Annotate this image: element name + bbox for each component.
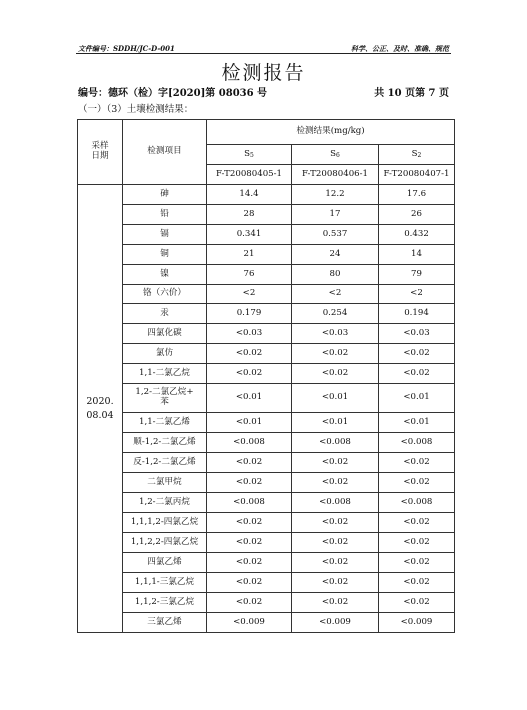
result-value: <0.008 [207,493,292,513]
table-row [78,205,455,225]
section-heading: （一）（3）土壤检测结果： [78,104,194,115]
result-value: <0.01 [207,384,292,413]
header-result-unit: 检测结果(mg/kg) [207,120,455,145]
table-row [78,573,455,593]
test-item: 反-1,2-二氯乙烯 [123,453,207,473]
result-value: <0.02 [207,533,292,553]
result-value: <0.01 [292,384,379,413]
table-row [78,265,455,285]
test-item: 氯仿 [123,344,207,364]
table-row [78,493,455,513]
result-value: <0.008 [379,433,455,453]
result-value: <0.009 [207,613,292,633]
result-value: <0.02 [207,473,292,493]
result-value: <0.02 [379,593,455,613]
page-title: 检测报告 [221,62,306,84]
result-value: <0.02 [292,453,379,473]
test-item: 三氯乙烯 [123,613,207,633]
result-value: <0.02 [379,453,455,473]
test-item: 1,2-二氯丙烷 [123,493,207,513]
result-value: <0.02 [207,593,292,613]
table-row [78,285,455,304]
result-value: 0.254 [292,304,379,324]
sample-code: F-T20080405-1 [207,165,292,185]
result-value: 0.194 [379,304,455,324]
result-value: 28 [207,205,292,225]
sample-subscript: 2 [417,151,422,159]
table-row [78,364,455,384]
result-value: 80 [292,265,379,285]
result-value: 0.432 [379,225,455,245]
result-value: <0.009 [379,613,455,633]
result-value: <0.02 [379,513,455,533]
results-table [77,119,455,633]
sample-letter: S [330,148,337,159]
table-row [78,593,455,613]
table-row [78,453,455,473]
table-row [78,413,455,433]
test-item: 铬（六价） [123,285,207,304]
test-item: 1,1,2-三氯乙烷 [123,593,207,613]
test-item: 1,1-二氯乙烯 [123,413,207,433]
file-code: 文件编号：SDDH/JC-D-001 [78,44,175,53]
result-value: <0.008 [207,433,292,453]
result-value: <0.02 [207,553,292,573]
test-item: 铅 [123,205,207,225]
test-item: 铜 [123,245,207,265]
result-value: <0.02 [207,344,292,364]
result-value: <0.008 [292,493,379,513]
result-value: <0.02 [379,344,455,364]
result-value: <0.02 [292,344,379,364]
report-number: 编号：德环（检）字[2020]第 08036 号 [78,88,268,99]
sample-id-cell [207,145,292,165]
result-value: <0.02 [292,364,379,384]
result-value: 26 [379,205,455,225]
result-value: <0.01 [379,384,455,413]
result-value: <0.02 [379,533,455,553]
test-item: 汞 [123,304,207,324]
sample-id-cell [379,145,455,165]
result-value: <0.01 [292,413,379,433]
result-value: <0.02 [379,573,455,593]
result-value: 79 [379,265,455,285]
test-item: 1,1,1,2-四氯乙烷 [123,513,207,533]
test-item: 四氯化碳 [123,324,207,344]
result-value: 17 [292,205,379,225]
header-motto: 科学、公正、及时、准确、规范 [351,44,449,53]
result-value: <0.02 [379,364,455,384]
result-value: <0.02 [379,473,455,493]
table-row [78,344,455,364]
result-value: <0.02 [207,364,292,384]
result-value: 0.179 [207,304,292,324]
result-value: 0.341 [207,225,292,245]
result-value: 76 [207,265,292,285]
result-value: <2 [292,285,379,304]
result-value: <0.03 [207,324,292,344]
result-value: <0.02 [292,553,379,573]
table-row [78,613,455,633]
sample-subscript: 6 [336,151,340,159]
table-row [78,225,455,245]
header-test-item: 检测项目 [123,120,207,185]
sample-letter: S [411,148,418,159]
result-value: <0.008 [379,493,455,513]
result-value: 0.537 [292,225,379,245]
test-item: 砷 [123,185,207,205]
page-count: 共 10 页第 7 页 [374,88,449,99]
header-sampling-date: 采样 日期 [78,120,123,185]
test-item: 顺-1,2-二氯乙烯 [123,433,207,453]
table-row [78,324,455,344]
sampling-date: 2020. 08.04 [78,185,123,633]
table-row [78,553,455,573]
result-value: <0.01 [379,413,455,433]
result-value: <0.02 [292,533,379,553]
result-value: <2 [379,285,455,304]
table-row [78,533,455,553]
sample-subscript: 5 [250,151,254,159]
test-item: 1,2-二氯乙烷+ 苯 [123,384,207,413]
test-item: 四氯乙烯 [123,553,207,573]
result-value: <0.02 [207,573,292,593]
result-value: <0.01 [207,413,292,433]
result-value: 14 [379,245,455,265]
result-value: <0.02 [207,513,292,533]
result-value: 14.4 [207,185,292,205]
test-item: 1,1,1-三氯乙烷 [123,573,207,593]
result-value: <0.02 [292,593,379,613]
table-row [78,433,455,453]
sample-code: F-T20080406-1 [292,165,379,185]
table-row [78,245,455,265]
result-value: <0.02 [292,513,379,533]
result-value: <0.02 [379,553,455,573]
result-value: <0.03 [379,324,455,344]
table-row [78,185,455,205]
result-value: <0.02 [207,453,292,473]
result-value: 17.6 [379,185,455,205]
table-row [78,513,455,533]
result-value: 12.2 [292,185,379,205]
result-value: 24 [292,245,379,265]
test-item: 镉 [123,225,207,245]
result-value: <0.008 [292,433,379,453]
result-value: <2 [207,285,292,304]
test-item: 1,1-二氯乙烷 [123,364,207,384]
result-value: <0.03 [292,324,379,344]
table-row [78,304,455,324]
test-item: 1,1,2,2-四氯乙烷 [123,533,207,553]
sample-letter: S [244,148,251,159]
result-value: <0.02 [292,573,379,593]
header-divider [76,53,451,54]
result-value: <0.009 [292,613,379,633]
sample-code: F-T20080407-1 [379,165,455,185]
test-item: 镍 [123,265,207,285]
test-item: 二氯甲烷 [123,473,207,493]
result-value: <0.02 [292,473,379,493]
table-row [78,473,455,493]
sample-id-cell [292,145,379,165]
table-row [78,384,455,413]
result-value: 21 [207,245,292,265]
